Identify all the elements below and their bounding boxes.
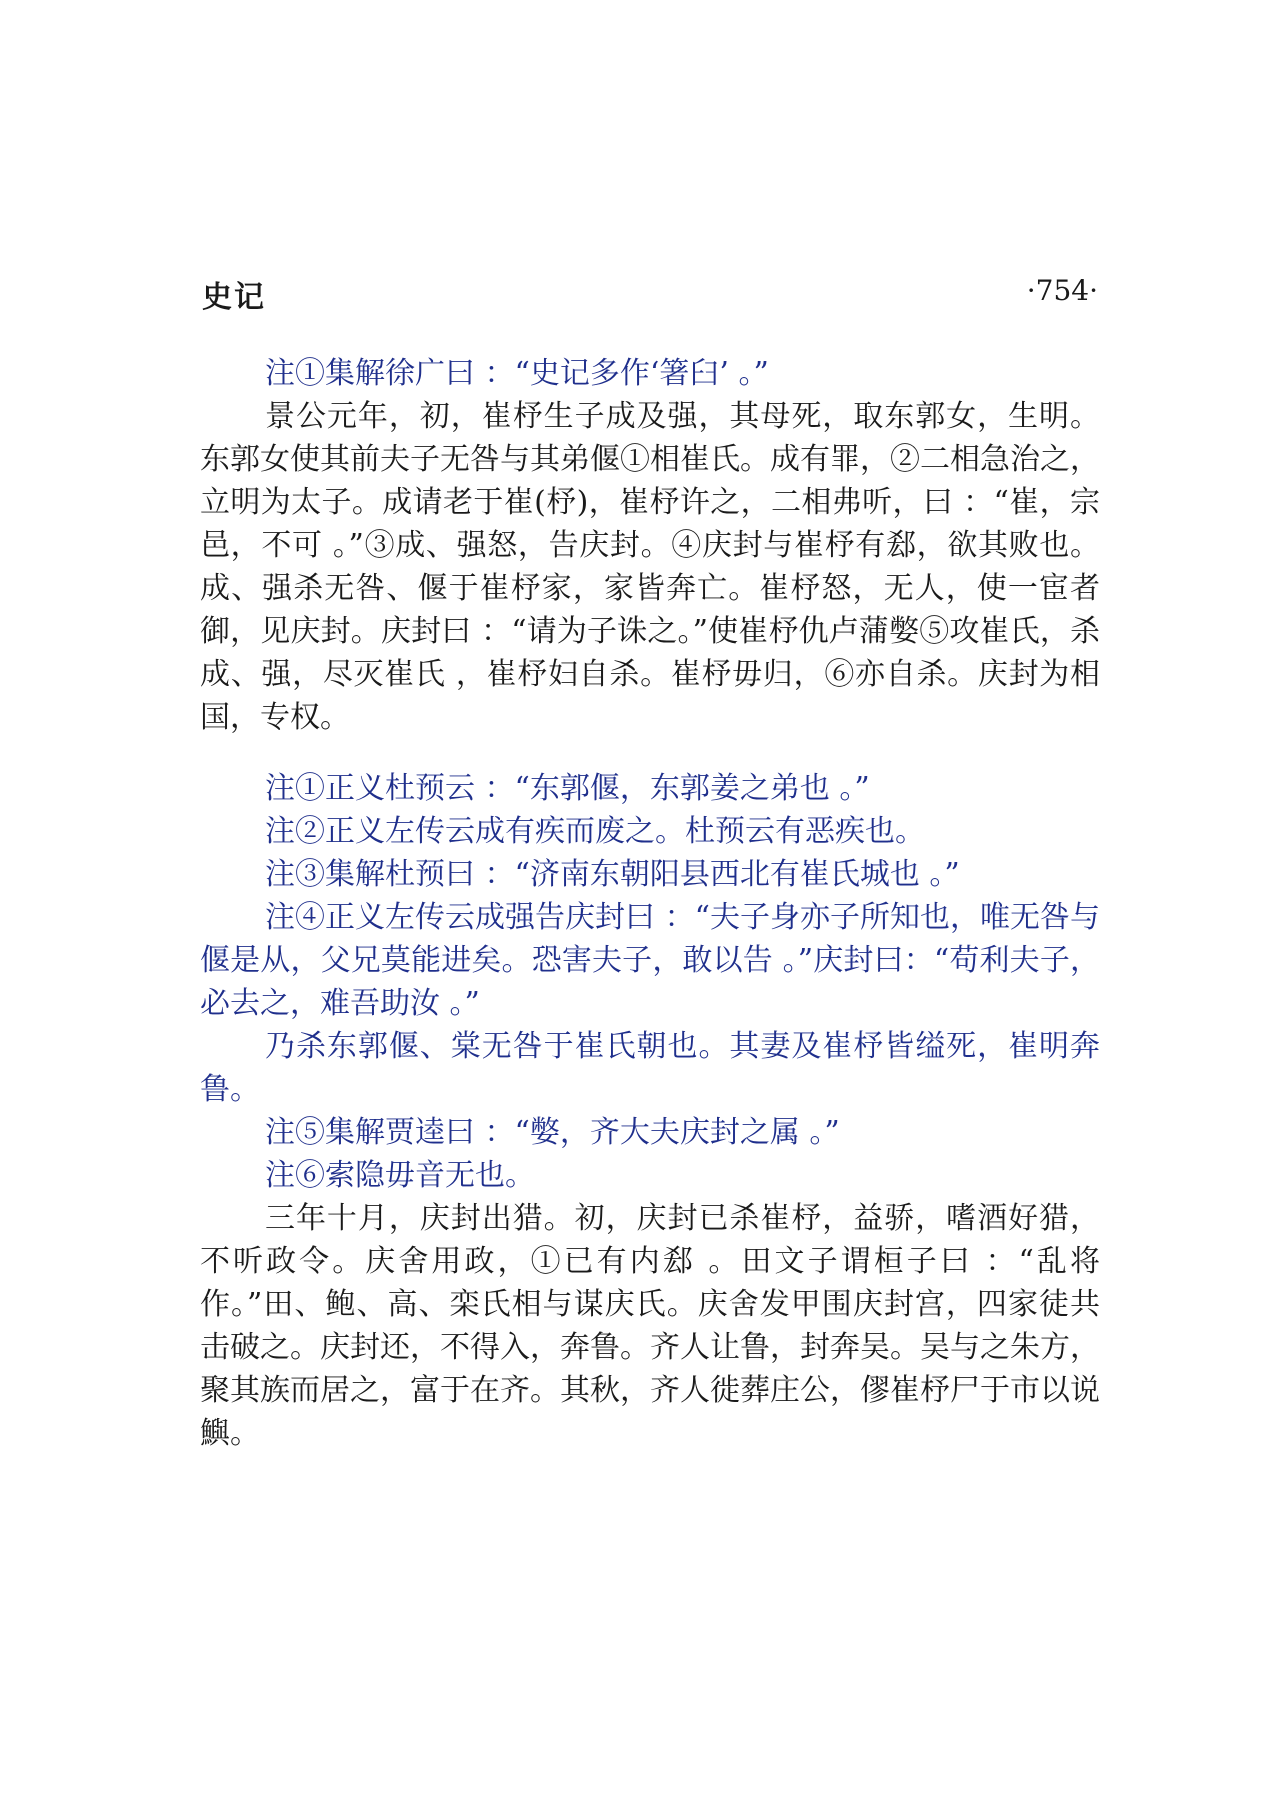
page-number: ·754·: [1026, 274, 1098, 307]
footnote-paragraph: 注③集解杜预曰 ：“济南东朝阳县西北有崔氏城也 。”: [265, 857, 960, 892]
footnote-paragraph: 注⑥索隐毋音无也。: [265, 1158, 535, 1193]
footnote-paragraph: 注①正义杜预云 ：“东郭偃，东郭姜之弟也 。”: [265, 771, 870, 806]
body-paragraph: 三年十月，庆封出猎。初，庆封已杀崔杼，益骄，嗜酒好猎，不听政令。庆舍用政，①已有内郄 。田文子谓桓子曰 ：“乱将作。”田、鲍、高、栾氏相与谋庆氏。庆舍发甲围庆封宫，四家徒共击破之。庆封还，不得入，奔鲁。齐人让鲁，封奔吴。吴与之朱方，聚其族而居之，富于在齐。其秋，齐人徙葬庄公，僇崔杼尸于市以说鱮。: [200, 1201, 1100, 1451]
footnote-paragraph: 注②正义左传云成有疾而废之。杜预云有恶疾也。: [265, 814, 925, 849]
footnote-paragraph: 乃杀东郭偃、棠无咎于崔氏朝也。其妻及崔杼皆缢死，崔明奔鲁。: [200, 1029, 1100, 1107]
footnote-paragraph: 注①集解徐广曰 ：“史记多作‘箸臼’ 。”: [265, 356, 769, 391]
paragraph-spacer: [200, 739, 1100, 767]
footnote-paragraph: 注④正义左传云成强告庆封曰 ：“夫子身亦子所知也，唯无咎与偃是从，父兄莫能进矣。恐害夫子，敢以告 。”庆封曰：“苟利夫子，必去之，难吾助汝 。”: [200, 900, 1100, 1021]
page-body: [200, 352, 1100, 1455]
footnote-paragraph: 注⑤集解贾逵曰 ：“嫳，齐大夫庆封之属 。”: [265, 1115, 840, 1150]
book-title: 史记: [202, 280, 266, 315]
body-paragraph: 景公元年，初，崔杼生子成及强，其母死，取东郭女，生明。东郭女使其前夫子无咎与其弟偃①相崔氏。成有罪，②二相急治之，立明为太子。成请老于崔(杼)，崔杼许之，二相弗听，曰 ：“崔，宗邑，不可 。”③成、强怒，告庆封。④庆封与崔杼有郄，欲其败也。成、强杀无咎、偃于崔杼家，家皆奔亡。崔杼怒，无人，使一宦者御，见庆封。庆封曰 ：“请为子诛之。”使崔杼仇卢蒲嫳⑤攻崔氏，杀成、强，尽灭崔氏 ，崔杼妇自杀。崔杼毋归，⑥亦自杀。庆封为相国，专权。: [200, 399, 1100, 735]
